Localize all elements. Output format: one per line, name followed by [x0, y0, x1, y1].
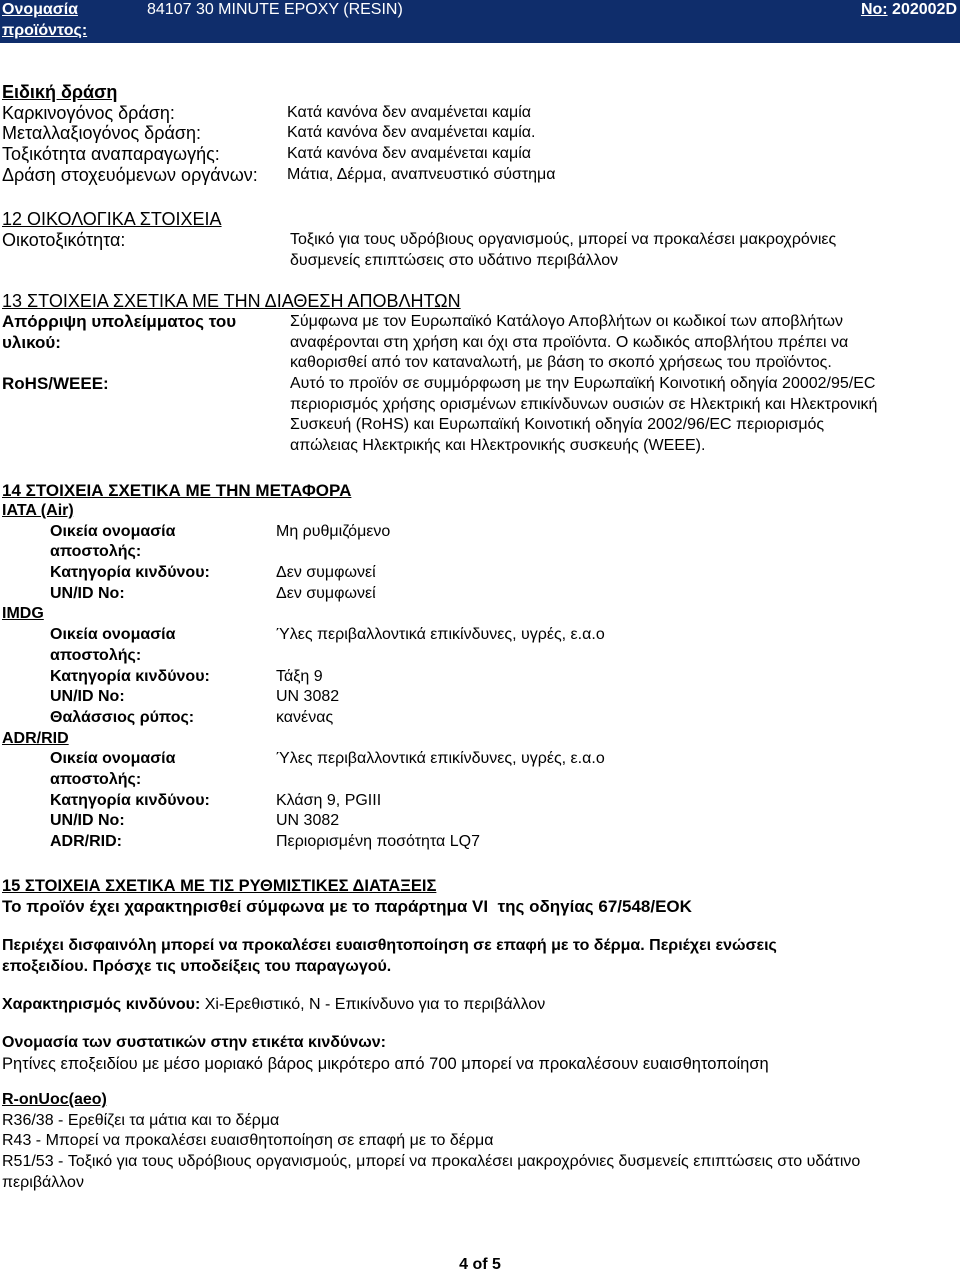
mutagenicity-row — [2, 123, 958, 144]
special-effects-section — [2, 82, 958, 185]
row-value: Κατά κανόνα δεν αναμένεται καμία — [287, 103, 532, 121]
row-label: Οικοτοξικότητα: — [2, 230, 126, 250]
row-value: UN 3082 — [276, 812, 340, 830]
label-line: Οικεία ονομασία — [50, 750, 176, 768]
value-line: Αυτό το προϊόν σε συμμόρφωση με την Ευρωπαϊκή Κοινοτική οδηγία 20002/95/EC — [290, 375, 876, 393]
row-value: Κατά κανόνα δεν αναμένεται καμία. — [287, 124, 536, 142]
adr-rid-title: ADR/RID — [2, 729, 69, 747]
hazard-value: Xi-Ερεθιστικό, N - Επικίνδυνο για το περιβάλλον — [200, 996, 546, 1013]
document-header — [0, 0, 960, 43]
row-label: Κατηγορία κινδύνου: — [50, 564, 210, 582]
components-label: Ονομασία των συστατικών στην ετικέτα κινδύνων: — [2, 1034, 386, 1051]
label-line: αποστολής: — [50, 646, 142, 664]
row-label: UN/ID No: — [50, 812, 125, 830]
adr-un-row — [2, 811, 958, 832]
iata-shipping-name-row — [2, 522, 958, 563]
label-line: αποστολής: — [50, 543, 142, 561]
row-value: Μάτια, Δέρμα, αναπνευστικό σύστημα — [287, 165, 556, 183]
components-value: Ρητίνες εποξειδίου με μέσο μοριακό βάρος μικρότερο από 700 μπορεί να προκαλέσουν ευαισθητοποίηση — [2, 1054, 769, 1073]
row-label: Θαλάσσιος ρύπος: — [50, 708, 195, 726]
row-value: Ύλες περιβαλλοντικά επικίνδυνες, υγρές, ε.α.ο — [276, 626, 605, 644]
hazard-line — [2, 995, 958, 1016]
sensitisation-note — [2, 936, 958, 977]
adr-hazard-class-row — [2, 791, 958, 812]
note-line: Περιέχει δισφαινόλη μπορεί να προκαλέσει ευαισθητοποίηση σε επαφή με το δέρμα. Περιέχει ενώσεις — [2, 937, 777, 954]
row-label — [2, 312, 290, 374]
row-value: Μη ρυθμιζόμενο — [276, 522, 391, 540]
row-value: UN 3082 — [276, 688, 340, 706]
carcinogenicity-row — [2, 103, 958, 124]
imdg-title: IMDG — [2, 605, 44, 623]
imdg-shipping-name-row — [2, 625, 958, 666]
row-value: κανένας — [276, 708, 334, 726]
row-value: Δεν συμφωνεί — [276, 564, 376, 582]
imdg-un-row — [2, 687, 958, 708]
row-label: ADR/RID: — [50, 833, 122, 850]
residue-disposal-row — [2, 312, 958, 374]
iata-title: IATA (Air) — [2, 502, 74, 519]
document-number-value: 202002D — [892, 1, 957, 18]
row-label — [50, 749, 276, 790]
row-label — [50, 522, 276, 563]
hazard-classification — [2, 995, 958, 1016]
label-components — [2, 1033, 958, 1074]
imdg-marine-pollutant-row — [2, 708, 958, 729]
value-line: καθορισθεί από τον καταναλωτή, με βάση το σκοπό χρήσεως του προϊόντος. — [290, 354, 832, 372]
row-value — [290, 230, 958, 271]
document-number — [861, 0, 957, 21]
row-value: Ύλες περιβαλλοντικά επικίνδυνες, υγρές, ε.α.ο — [276, 750, 605, 768]
row-label: Τοξικότητα αναπαραγωγής: — [2, 144, 220, 165]
iata-un-row — [2, 584, 958, 605]
r-phrase-line: R36/38 - Ερεθίζει τα μάτια και το δέρμα — [2, 1111, 280, 1129]
label-line: Οικεία ονομασία — [50, 626, 176, 644]
section-heading: 13 ΣΤΟΙΧΕΙΑ ΣΧΕΤΙΚΑ ΜΕ ΤΗΝ ΔΙΑΘΕΣΗ ΑΠΟΒΛΗΤΩΝ — [2, 291, 461, 311]
row-label: Δράση στοχευόμενων οργάνων: — [2, 164, 258, 185]
label-line: αποστολής: — [50, 770, 142, 788]
note-line: εποξειδίου. Πρόσχε τις υποδείξεις του παραγωγού. — [2, 957, 392, 975]
row-label: Μεταλλαξιογόνος δράση: — [2, 123, 201, 144]
product-name-label-line: Ονομασία — [2, 1, 78, 18]
value-line: περιορισμός χρήσης ορισμένων επικίνδυνων ουσιών σε Ηλεκτρική και Ηλεκτρονική — [290, 395, 878, 413]
classification-statement: Το προϊόν έχει χαρακτηρισθεί σύμφωνα με το παράρτημα VI της οδηγίας 67/548/ΕΟΚ — [2, 897, 692, 916]
row-value: Κατά κανόνα δεν αναμένεται καμία — [287, 145, 532, 163]
section-heading: 12 ΟΙΚΟΛΟΓΙΚΑ ΣΤΟΙΧΕΙΑ — [2, 209, 222, 229]
section-heading: 15 ΣΤΟΙΧΕΙΑ ΣΧΕΤΙΚΑ ΜΕ ΤΙΣ ΡΥΘΜΙΣΤΙΚΕΣ ΔΙΑΤΑΞΕΙΣ — [2, 877, 437, 895]
r-phrases-title: R-onUoc(aeo) — [2, 1091, 107, 1108]
label-line: υλικού: — [2, 332, 61, 352]
r-phrases — [2, 1090, 958, 1193]
row-label: Κατηγορία κινδύνου: — [50, 667, 210, 685]
r-phrase-line: περιβάλλον — [2, 1173, 84, 1191]
row-value — [290, 312, 958, 374]
row-label: RoHS/WEEE: — [2, 374, 109, 394]
row-value: Περιορισμένη ποσότητα LQ7 — [276, 833, 480, 850]
adr-limited-quantity-row — [2, 832, 958, 853]
product-name: 84107 30 MINUTE EPOXY (RESIN) — [147, 1, 403, 18]
row-value: Δεν συμφωνεί — [276, 584, 376, 602]
reproductive-toxicity-row — [2, 144, 958, 165]
value-line: απώλειας Ηλεκτρικής και Ηλεκτρονικής συσκευής (WEEE). — [290, 437, 706, 455]
product-name-label-line: προϊόντος: — [2, 21, 88, 39]
row-label: UN/ID No: — [50, 584, 125, 602]
row-label — [50, 625, 276, 666]
r-phrase-line: R43 - Μπορεί να προκαλέσει ευαισθητοποίηση σε επαφή με το δέρμα — [2, 1132, 494, 1150]
row-value: Τάξη 9 — [276, 667, 323, 685]
r-phrase-line: R51/53 - Τοξικό για τους υδρόβιους οργανισμούς, μπορεί να προκαλέσει μακροχρόνιες δυσμενείς επιπτώσεις στο υδάτινο — [2, 1153, 861, 1171]
transport-section — [2, 480, 958, 853]
imdg-hazard-class-row — [2, 667, 958, 688]
section-heading: 14 ΣΤΟΙΧΕΙΑ ΣΧΕΤΙΚΑ ΜΕ ΤΗΝ ΜΕΤΑΦΟΡΑ — [2, 481, 352, 500]
page-number: 4 of 5 — [459, 1256, 501, 1273]
ecotoxicity-row — [2, 230, 958, 271]
hazard-label: Χαρακτηρισμός κινδύνου: — [2, 996, 201, 1013]
target-organs-row — [2, 165, 958, 186]
label-line: Απόρριψη υπολείμματος του — [2, 312, 237, 331]
rohs-weee-row — [2, 374, 958, 457]
value-line: δυσμενείς επιπτώσεις στο υδάτινο περιβάλλον — [290, 251, 619, 269]
ecological-section — [2, 208, 958, 271]
disposal-section — [2, 290, 958, 457]
product-name-label — [2, 0, 87, 41]
row-value: Κλάση 9, PGIII — [276, 791, 382, 809]
special-effects-heading: Ειδική δράση — [2, 82, 118, 102]
adr-shipping-name-row — [2, 749, 958, 790]
row-label: Καρκινογόνος δράση: — [2, 102, 175, 123]
row-label: UN/ID No: — [50, 688, 125, 706]
label-line: Οικεία ονομασία — [50, 522, 176, 540]
regulatory-section — [2, 875, 958, 918]
row-label: Κατηγορία κινδύνου: — [50, 791, 210, 809]
document-number-label: No: — [860, 1, 888, 18]
row-value — [290, 374, 958, 457]
value-line: Συσκευή (RoHS) και Ευρωπαϊκή Κοινοτική οδηγία 2002/96/EC περιορισμός — [290, 416, 825, 434]
iata-hazard-class-row — [2, 563, 958, 584]
value-line: αναφέρονται στη χρήση και όχι στα προϊόντα. Ο κωδικός αποβλήτου πρέπει να — [290, 333, 849, 351]
value-line: Τοξικό για τους υδρόβιους οργανισμούς, μπορεί να προκαλέσει μακροχρόνιες — [290, 231, 837, 248]
value-line: Σύμφωνα με τον Ευρωπαϊκό Κατάλογο Αποβλήτων οι κωδικοί των αποβλήτων — [290, 313, 843, 330]
